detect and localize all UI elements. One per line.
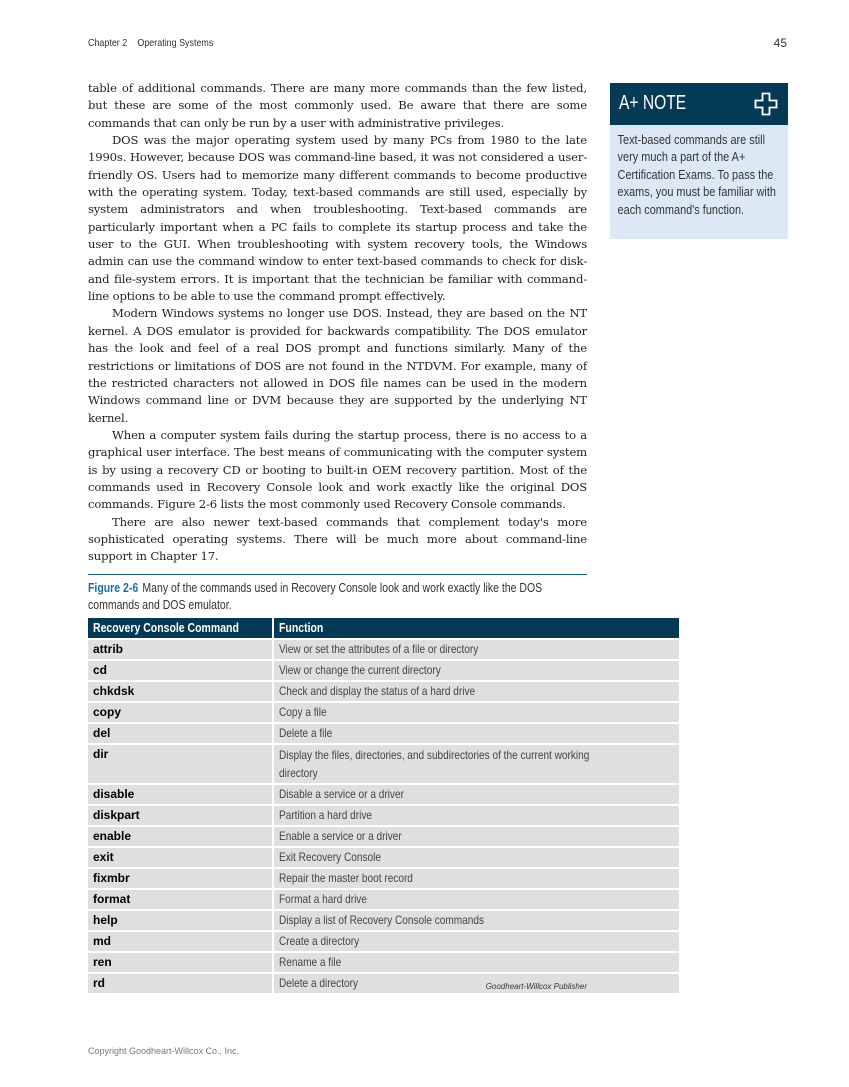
section-label: Operating Systems: [137, 37, 214, 49]
table-row: [88, 723, 680, 744]
function-text: Create a directory: [278, 934, 359, 948]
function-cell: [273, 973, 680, 994]
function-cell: [273, 639, 680, 660]
table-row: [88, 952, 680, 973]
aplus-note-box: [610, 83, 788, 239]
function-cell: [273, 931, 680, 952]
column-header: Recovery Console Command: [88, 618, 273, 639]
function-text: Repair the master boot record: [278, 871, 413, 885]
page-number: 45: [773, 36, 787, 50]
function-cell: [273, 847, 680, 868]
function-text: Exit Recovery Console: [278, 850, 381, 864]
note-header: [610, 83, 788, 125]
chapter-label: Chapter 2: [88, 37, 128, 49]
table-row: [88, 973, 680, 994]
paragraph: DOS was the major operating system used by many PCs from 1980 to the late 1990s. However, because DOS was command-line based, it was not considered a user-friendly OS. Users had to memorize many different commands to become productive with the operating system. Today, text-based commands are still used, especially by system administrators and when troubleshooting. Text-based commands are particularly important when a PC fails to complete its startup process and take the user to the GUI. When troubleshooting with system recovery tools, the Windows admin can use the command window to enter text-based commands to check for disk- and file-system errors. It is important that the technician be familiar with command-line options to be able to use the command prompt effectively.: [88, 133, 587, 304]
table-row: [88, 826, 680, 847]
function-text: Delete a file: [278, 726, 332, 740]
table-row: [88, 681, 680, 702]
table-row: [88, 784, 680, 805]
command-cell: del: [88, 723, 273, 744]
command-cell: disable: [88, 784, 273, 805]
function-cell: [273, 868, 680, 889]
column-header: Function: [273, 618, 680, 639]
table-row: [88, 639, 680, 660]
function-cell: [273, 681, 680, 702]
function-text: Display a list of Recovery Console commands: [278, 913, 484, 927]
table-row: [88, 805, 680, 826]
command-cell: dir: [88, 744, 273, 784]
command-cell: md: [88, 931, 273, 952]
commands-table: [88, 618, 681, 995]
caption-text: Many of the commands used in Recovery Console look and work exactly like the DOS commands and DOS emulator.: [88, 581, 543, 612]
command-cell: ren: [88, 952, 273, 973]
paragraph: When a computer system fails during the startup process, there is no access to a graphical user interface. The best means of communicating with the computer system is by using a recovery CD or booting to built-in OEM recovery partition. Most of the commands used in Recovery Console look and work exactly like the original DOS commands. Figure 2-6 lists the most commonly used Recovery Console commands.: [88, 427, 587, 512]
table-row: [88, 660, 680, 681]
command-cell: exit: [88, 847, 273, 868]
function-text: View or change the current directory: [278, 663, 441, 677]
function-text: Partition a hard drive: [278, 808, 372, 822]
function-text: Rename a file: [278, 955, 341, 969]
function-cell: [273, 826, 680, 847]
function-cell: [273, 805, 680, 826]
command-cell: help: [88, 910, 273, 931]
function-text: Disable a service or a driver: [278, 787, 404, 801]
paragraph: Modern Windows systems no longer use DOS. Instead, they are based on the NT kernel. A DOS emulator is provided for backwards compatibility. The DOS emulator has the look and feel of a real DOS prompt and functions similarly. Many of the restrictions or limitations of DOS are not found in the NTDVM. For example, many of the restricted characters not allowed in DOS file names can be used in the modern Windows command line or DVM because they are supported by the underlying NT kernel.: [88, 306, 587, 425]
function-cell: [273, 952, 680, 973]
note-title: A+ NOTE: [619, 92, 687, 114]
table-row: [88, 702, 680, 723]
copyright: Copyright Goodheart-Willcox Co., Inc.: [88, 1046, 240, 1056]
note-text: Text-based commands are still very much a part of the A+ Certification Exams. To pass the exams, you must be familiar with each command's function.: [617, 132, 776, 217]
function-cell: [273, 660, 680, 681]
function-text: Delete a directory: [278, 976, 358, 990]
running-header: [88, 37, 213, 49]
table-row: [88, 931, 680, 952]
command-cell: enable: [88, 826, 273, 847]
command-cell: copy: [88, 702, 273, 723]
figure-divider: [88, 574, 587, 575]
plus-outline-icon: [754, 92, 778, 116]
command-cell: format: [88, 889, 273, 910]
function-cell: [273, 910, 680, 931]
table-row: [88, 910, 680, 931]
table-row: [88, 744, 680, 784]
function-cell: [273, 723, 680, 744]
command-cell: fixmbr: [88, 868, 273, 889]
command-cell: diskpart: [88, 805, 273, 826]
table-row: [88, 868, 680, 889]
command-cell: cd: [88, 660, 273, 681]
command-cell: chkdsk: [88, 681, 273, 702]
function-text: Enable a service or a driver: [278, 829, 402, 843]
command-cell: rd: [88, 973, 273, 994]
figure-label: Figure 2-6: [88, 581, 139, 595]
table-row: [88, 847, 680, 868]
function-cell: [273, 784, 680, 805]
command-cell: attrib: [88, 639, 273, 660]
table-row: [88, 889, 680, 910]
figure-caption: [88, 580, 558, 614]
function-text: Copy a file: [278, 705, 327, 719]
function-cell: [273, 744, 680, 784]
paragraph: There are also newer text-based commands that complement today's more sophisticated operating systems. There will be much more about command-line support in Chapter 17.: [88, 514, 587, 564]
paragraph: table of additional commands. There are many more commands than the few listed, but these are some of the most commonly used. Be aware that there are some commands that can only be run by a user with administrative privileges.: [88, 81, 587, 130]
function-text: View or set the attributes of a file or directory: [278, 642, 478, 656]
function-text: Format a hard drive: [278, 892, 367, 906]
function-cell: [273, 702, 680, 723]
figure-credit: Goodheart-Willcox Publisher: [485, 982, 587, 991]
function-cell: [273, 889, 680, 910]
function-text: Display the files, directories, and subdirectories of the current working directory: [278, 748, 590, 780]
body-text: [88, 80, 587, 566]
function-text: Check and display the status of a hard drive: [278, 684, 475, 698]
